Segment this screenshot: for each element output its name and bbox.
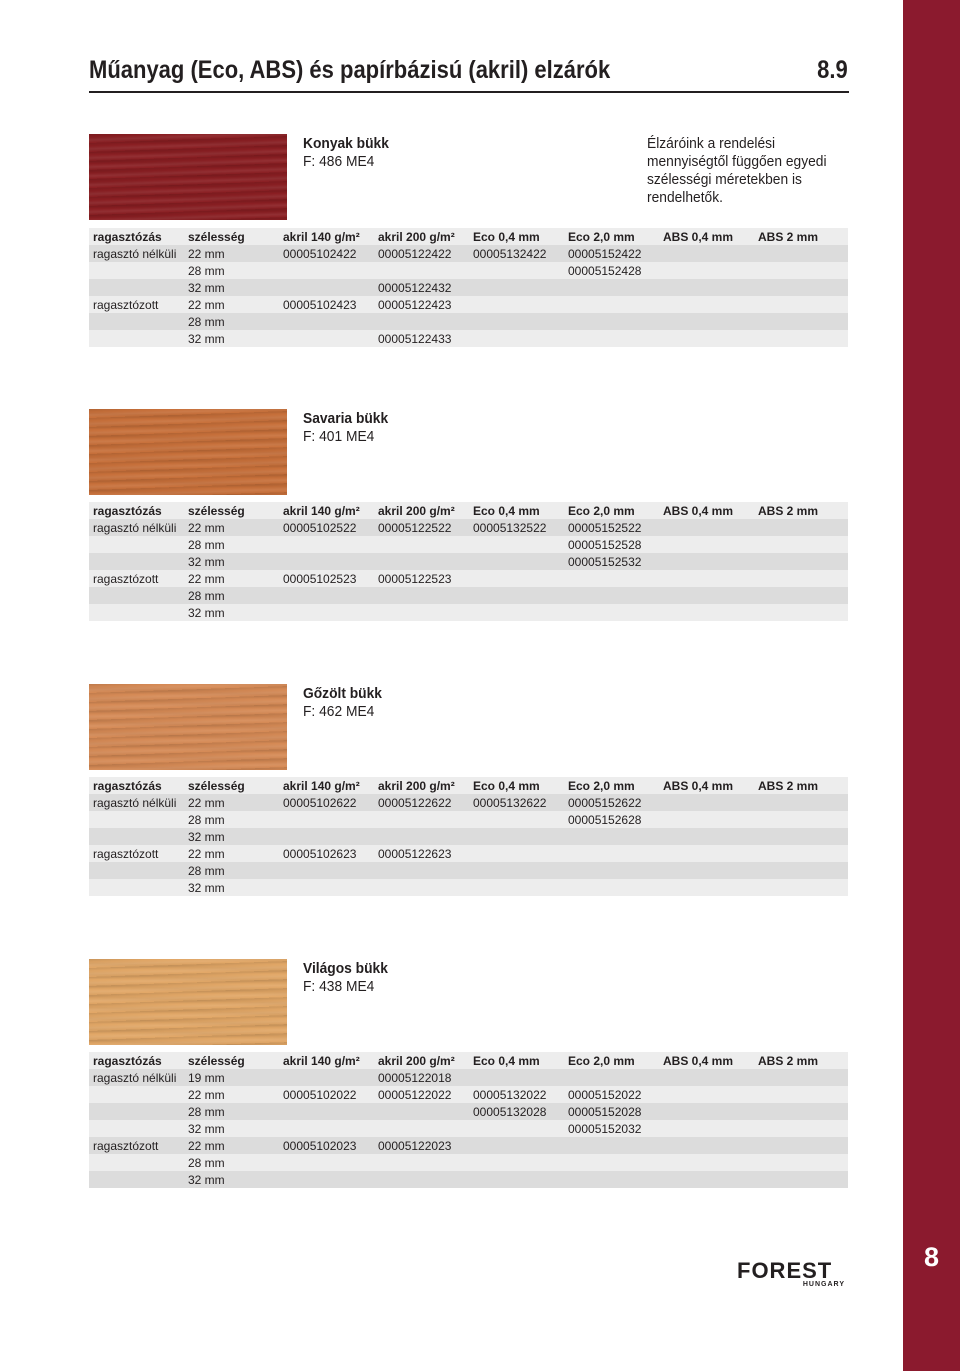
table-row (89, 1069, 848, 1086)
table-cell (659, 604, 754, 621)
table-cell (659, 262, 754, 279)
table-cell: 00005122433 (378, 331, 452, 346)
table-cell (469, 330, 564, 347)
table-header-row (89, 1052, 848, 1069)
table-cell (754, 604, 848, 621)
column-header: Eco 0,4 mm (473, 1053, 540, 1068)
table-cell (89, 1086, 184, 1103)
table-cell (754, 262, 848, 279)
table-cell (89, 811, 184, 828)
column-header: ragasztózás (93, 503, 162, 518)
table-cell: 28 mm (188, 314, 225, 329)
table-cell: 22 mm (188, 297, 225, 312)
table-cell (279, 262, 374, 279)
table-cell (564, 862, 659, 879)
column-header: szélesség (188, 229, 245, 244)
table-cell (659, 330, 754, 347)
table-cell (659, 811, 754, 828)
wood-swatch-vilagos (89, 959, 287, 1045)
table-cell: 00005122622 (378, 795, 452, 810)
table-cell: ragasztó nélküli (93, 246, 177, 261)
table-row (89, 1086, 848, 1103)
table-cell: 28 mm (188, 537, 225, 552)
table-cell (754, 845, 848, 862)
table-cell (89, 553, 184, 570)
table-cell: 00005122023 (378, 1138, 452, 1153)
table-cell (469, 587, 564, 604)
column-header: ABS 0,4 mm (663, 503, 734, 518)
table-cell (754, 313, 848, 330)
table-cell (89, 536, 184, 553)
table-cell (659, 587, 754, 604)
table-cell (564, 1171, 659, 1188)
table-cell: ragasztózott (93, 846, 159, 861)
table-row (89, 279, 848, 296)
table-cell (564, 279, 659, 296)
table-cell (89, 1120, 184, 1137)
table-cell: ragasztó nélküli (93, 1070, 177, 1085)
table-row (89, 1171, 848, 1188)
table-cell (564, 587, 659, 604)
table-cell: 00005102422 (283, 246, 357, 261)
table-cell: 00005122623 (378, 846, 452, 861)
table-cell (469, 570, 564, 587)
table-cell (374, 879, 469, 896)
table-cell (754, 519, 848, 536)
product-table (89, 228, 848, 347)
table-cell (374, 553, 469, 570)
table-cell: 00005122423 (378, 297, 452, 312)
table-cell: 00005152528 (568, 537, 642, 552)
table-row (89, 245, 848, 262)
table-cell: 22 mm (188, 846, 225, 861)
table-cell (754, 553, 848, 570)
table-cell (374, 262, 469, 279)
table-cell: 32 mm (188, 331, 225, 346)
table-cell (469, 604, 564, 621)
table-row (89, 296, 848, 313)
table-cell: 19 mm (188, 1070, 225, 1085)
table-cell: 00005122018 (378, 1070, 452, 1085)
table-cell (754, 879, 848, 896)
table-cell (564, 296, 659, 313)
table-cell (279, 1103, 374, 1120)
table-cell: 00005102522 (283, 520, 357, 535)
table-cell (279, 811, 374, 828)
column-header: ABS 2 mm (758, 778, 819, 793)
table-cell: ragasztó nélküli (93, 520, 177, 535)
product-name: Gőzölt bükk (303, 685, 382, 702)
table-cell (279, 1120, 374, 1137)
table-cell (659, 313, 754, 330)
column-header: Eco 2,0 mm (568, 503, 635, 518)
table-cell: 32 mm (188, 554, 225, 569)
table-cell (754, 245, 848, 262)
table-cell (89, 1103, 184, 1120)
table-cell: 00005132422 (473, 246, 547, 261)
wood-swatch-konyak (89, 134, 287, 220)
column-header: ABS 0,4 mm (663, 778, 734, 793)
side-tab (903, 0, 960, 1371)
table-row (89, 862, 848, 879)
table-cell (754, 279, 848, 296)
table-cell: 00005122022 (378, 1087, 452, 1102)
table-cell (279, 313, 374, 330)
table-row (89, 604, 848, 621)
table-cell (754, 794, 848, 811)
table-cell (754, 1171, 848, 1188)
table-cell: 22 mm (188, 795, 225, 810)
table-cell: 00005132622 (473, 795, 547, 810)
product-code: F: 486 ME4 (303, 153, 375, 170)
column-header: akril 200 g/m² (378, 503, 455, 518)
column-header: ragasztózás (93, 778, 162, 793)
table-cell (469, 536, 564, 553)
table-cell (279, 553, 374, 570)
logo-subtitle: HUNGARY (802, 1281, 845, 1288)
table-cell: 28 mm (188, 1155, 225, 1170)
table-cell: 00005102023 (283, 1138, 357, 1153)
table-cell: 00005102623 (283, 846, 357, 861)
table-cell (374, 862, 469, 879)
table-cell: 00005102022 (283, 1087, 357, 1102)
wood-swatch-savaria (89, 409, 287, 495)
table-cell (279, 1154, 374, 1171)
table-cell: ragasztózott (93, 297, 159, 312)
table-cell (279, 279, 374, 296)
column-header: akril 140 g/m² (283, 503, 360, 518)
table-row (89, 1120, 848, 1137)
table-cell (279, 1069, 374, 1086)
table-cell (659, 296, 754, 313)
table-cell (89, 862, 184, 879)
table-row (89, 1103, 848, 1120)
table-cell (469, 1137, 564, 1154)
product-name: Konyak bükk (303, 135, 389, 152)
table-cell (659, 519, 754, 536)
table-cell (89, 1171, 184, 1188)
table-cell (89, 879, 184, 896)
column-header: Eco 0,4 mm (473, 503, 540, 518)
column-header: ragasztózás (93, 229, 162, 244)
table-cell (564, 313, 659, 330)
table-cell (89, 604, 184, 621)
table-cell (659, 1069, 754, 1086)
table-cell (374, 587, 469, 604)
product-code: F: 438 ME4 (303, 978, 375, 995)
table-cell (279, 879, 374, 896)
table-row (89, 845, 848, 862)
table-cell (279, 587, 374, 604)
table-cell: 28 mm (188, 588, 225, 603)
table-cell: 22 mm (188, 1087, 225, 1102)
table-cell (469, 845, 564, 862)
table-cell (374, 828, 469, 845)
table-cell (564, 1137, 659, 1154)
table-cell (659, 1086, 754, 1103)
column-header: szélesség (188, 1053, 245, 1068)
table-header-row (89, 777, 848, 794)
table-cell (659, 828, 754, 845)
table-cell (469, 279, 564, 296)
table-cell (469, 862, 564, 879)
column-header: akril 140 g/m² (283, 229, 360, 244)
table-cell: 00005122422 (378, 246, 452, 261)
table-cell (469, 553, 564, 570)
table-cell: 00005132522 (473, 520, 547, 535)
table-cell (754, 570, 848, 587)
table-cell (754, 536, 848, 553)
column-header: szélesség (188, 503, 245, 518)
product-name: Savaria bükk (303, 410, 389, 427)
table-cell (89, 1154, 184, 1171)
table-cell (659, 536, 754, 553)
table-cell (469, 1154, 564, 1171)
table-cell (374, 811, 469, 828)
forest-logo (737, 1258, 849, 1290)
table-row (89, 587, 848, 604)
table-row (89, 811, 848, 828)
table-cell (659, 245, 754, 262)
table-cell: 00005122432 (378, 280, 452, 295)
table-cell (659, 879, 754, 896)
table-cell: 00005102622 (283, 795, 357, 810)
table-cell: 32 mm (188, 280, 225, 295)
table-cell (564, 1154, 659, 1171)
table-cell (89, 587, 184, 604)
availability-note: Élzáróink a rendelési mennyiségtől függően egyedi szélességi méretekben is rendelhetők. (647, 135, 827, 206)
table-row (89, 330, 848, 347)
column-header: Eco 0,4 mm (473, 229, 540, 244)
product-name: Világos bükk (303, 960, 388, 977)
table-row (89, 553, 848, 570)
product-table (89, 1052, 848, 1188)
table-cell (279, 862, 374, 879)
section-number: 8.9 (817, 56, 848, 84)
table-cell: 00005152428 (568, 263, 642, 278)
table-cell: 32 mm (188, 880, 225, 895)
wood-swatch-gozolt (89, 684, 287, 770)
table-cell (754, 811, 848, 828)
table-cell (469, 296, 564, 313)
table-cell (659, 1120, 754, 1137)
table-row (89, 570, 848, 587)
table-cell (754, 1086, 848, 1103)
column-header: Eco 0,4 mm (473, 778, 540, 793)
table-cell: 00005152028 (568, 1104, 642, 1119)
table-row (89, 828, 848, 845)
table-cell (89, 279, 184, 296)
table-cell (564, 879, 659, 896)
table-cell (754, 1154, 848, 1171)
table-cell (659, 845, 754, 862)
table-cell (754, 296, 848, 313)
table-cell (659, 862, 754, 879)
table-cell (659, 570, 754, 587)
column-header: akril 200 g/m² (378, 229, 455, 244)
table-cell (374, 604, 469, 621)
table-cell (754, 1137, 848, 1154)
table-cell: 22 mm (188, 520, 225, 535)
table-cell: 22 mm (188, 571, 225, 586)
table-cell (754, 330, 848, 347)
table-cell: 00005152622 (568, 795, 642, 810)
column-header: Eco 2,0 mm (568, 778, 635, 793)
table-cell: 22 mm (188, 1138, 225, 1153)
table-row (89, 1154, 848, 1171)
table-cell (754, 862, 848, 879)
table-cell: ragasztózott (93, 1138, 159, 1153)
table-cell (469, 262, 564, 279)
column-header: ABS 2 mm (758, 1053, 819, 1068)
table-row (89, 536, 848, 553)
table-cell (659, 1171, 754, 1188)
table-cell: ragasztó nélküli (93, 795, 177, 810)
table-row (89, 879, 848, 896)
logo-text: FOREST (737, 1258, 833, 1283)
column-header: Eco 2,0 mm (568, 1053, 635, 1068)
table-cell (659, 279, 754, 296)
table-cell (469, 1120, 564, 1137)
table-cell (279, 536, 374, 553)
page-title: Műanyag (Eco, ABS) és papírbázisú (akril) elzárók (89, 56, 611, 84)
table-cell (564, 330, 659, 347)
table-cell (89, 828, 184, 845)
table-cell (564, 604, 659, 621)
column-header: ragasztózás (93, 1053, 162, 1068)
table-cell: 00005152422 (568, 246, 642, 261)
table-row (89, 1137, 848, 1154)
table-cell (374, 1154, 469, 1171)
table-cell (374, 1120, 469, 1137)
table-cell (564, 845, 659, 862)
table-cell (374, 1103, 469, 1120)
table-cell (279, 1171, 374, 1188)
table-cell: 00005102423 (283, 297, 357, 312)
table-cell (279, 330, 374, 347)
table-cell: 00005152022 (568, 1087, 642, 1102)
table-cell (89, 262, 184, 279)
table-cell: 32 mm (188, 1121, 225, 1136)
table-cell (279, 828, 374, 845)
column-header: ABS 2 mm (758, 229, 819, 244)
product-code: F: 462 ME4 (303, 703, 375, 720)
table-cell (469, 313, 564, 330)
table-cell: 00005152532 (568, 554, 642, 569)
table-cell: 32 mm (188, 1172, 225, 1187)
table-cell: 00005122522 (378, 520, 452, 535)
table-row (89, 794, 848, 811)
table-row (89, 313, 848, 330)
table-cell: 32 mm (188, 605, 225, 620)
table-cell (659, 1154, 754, 1171)
column-header: akril 140 g/m² (283, 778, 360, 793)
table-cell: ragasztózott (93, 571, 159, 586)
table-cell: 28 mm (188, 1104, 225, 1119)
column-header: Eco 2,0 mm (568, 229, 635, 244)
table-cell: 28 mm (188, 863, 225, 878)
table-cell: 00005152628 (568, 812, 642, 827)
table-cell (659, 1103, 754, 1120)
product-table (89, 777, 848, 896)
table-cell: 00005102523 (283, 571, 357, 586)
table-cell (754, 1120, 848, 1137)
table-row (89, 262, 848, 279)
table-cell (564, 570, 659, 587)
table-cell (754, 828, 848, 845)
column-header: ABS 0,4 mm (663, 1053, 734, 1068)
table-cell: 00005122523 (378, 571, 452, 586)
page-number: 8 (923, 1242, 940, 1272)
table-cell (374, 1171, 469, 1188)
table-cell: 00005152032 (568, 1121, 642, 1136)
column-header: ABS 0,4 mm (663, 229, 734, 244)
table-cell: 00005132028 (473, 1104, 547, 1119)
column-header: akril 200 g/m² (378, 1053, 455, 1068)
table-cell (89, 313, 184, 330)
table-header-row (89, 228, 848, 245)
column-header: ABS 2 mm (758, 503, 819, 518)
table-cell (279, 604, 374, 621)
table-cell (469, 1171, 564, 1188)
column-header: akril 200 g/m² (378, 778, 455, 793)
title-divider (89, 91, 849, 93)
table-cell (659, 794, 754, 811)
table-cell (469, 879, 564, 896)
table-cell: 28 mm (188, 812, 225, 827)
table-cell (89, 330, 184, 347)
column-header: szélesség (188, 778, 245, 793)
product-code: F: 401 ME4 (303, 428, 375, 445)
table-cell (754, 1069, 848, 1086)
table-cell (469, 828, 564, 845)
table-cell: 00005152522 (568, 520, 642, 535)
table-cell (754, 587, 848, 604)
table-cell (754, 1103, 848, 1120)
table-cell (564, 1069, 659, 1086)
table-row (89, 519, 848, 536)
table-cell: 28 mm (188, 263, 225, 278)
table-cell (469, 811, 564, 828)
table-cell (469, 1069, 564, 1086)
table-header-row (89, 502, 848, 519)
table-cell: 00005132022 (473, 1087, 547, 1102)
table-cell (659, 553, 754, 570)
table-cell (659, 1137, 754, 1154)
table-cell (374, 536, 469, 553)
product-table (89, 502, 848, 621)
table-cell (374, 313, 469, 330)
column-header: akril 140 g/m² (283, 1053, 360, 1068)
table-cell: 32 mm (188, 829, 225, 844)
table-cell: 22 mm (188, 246, 225, 261)
table-cell (564, 828, 659, 845)
